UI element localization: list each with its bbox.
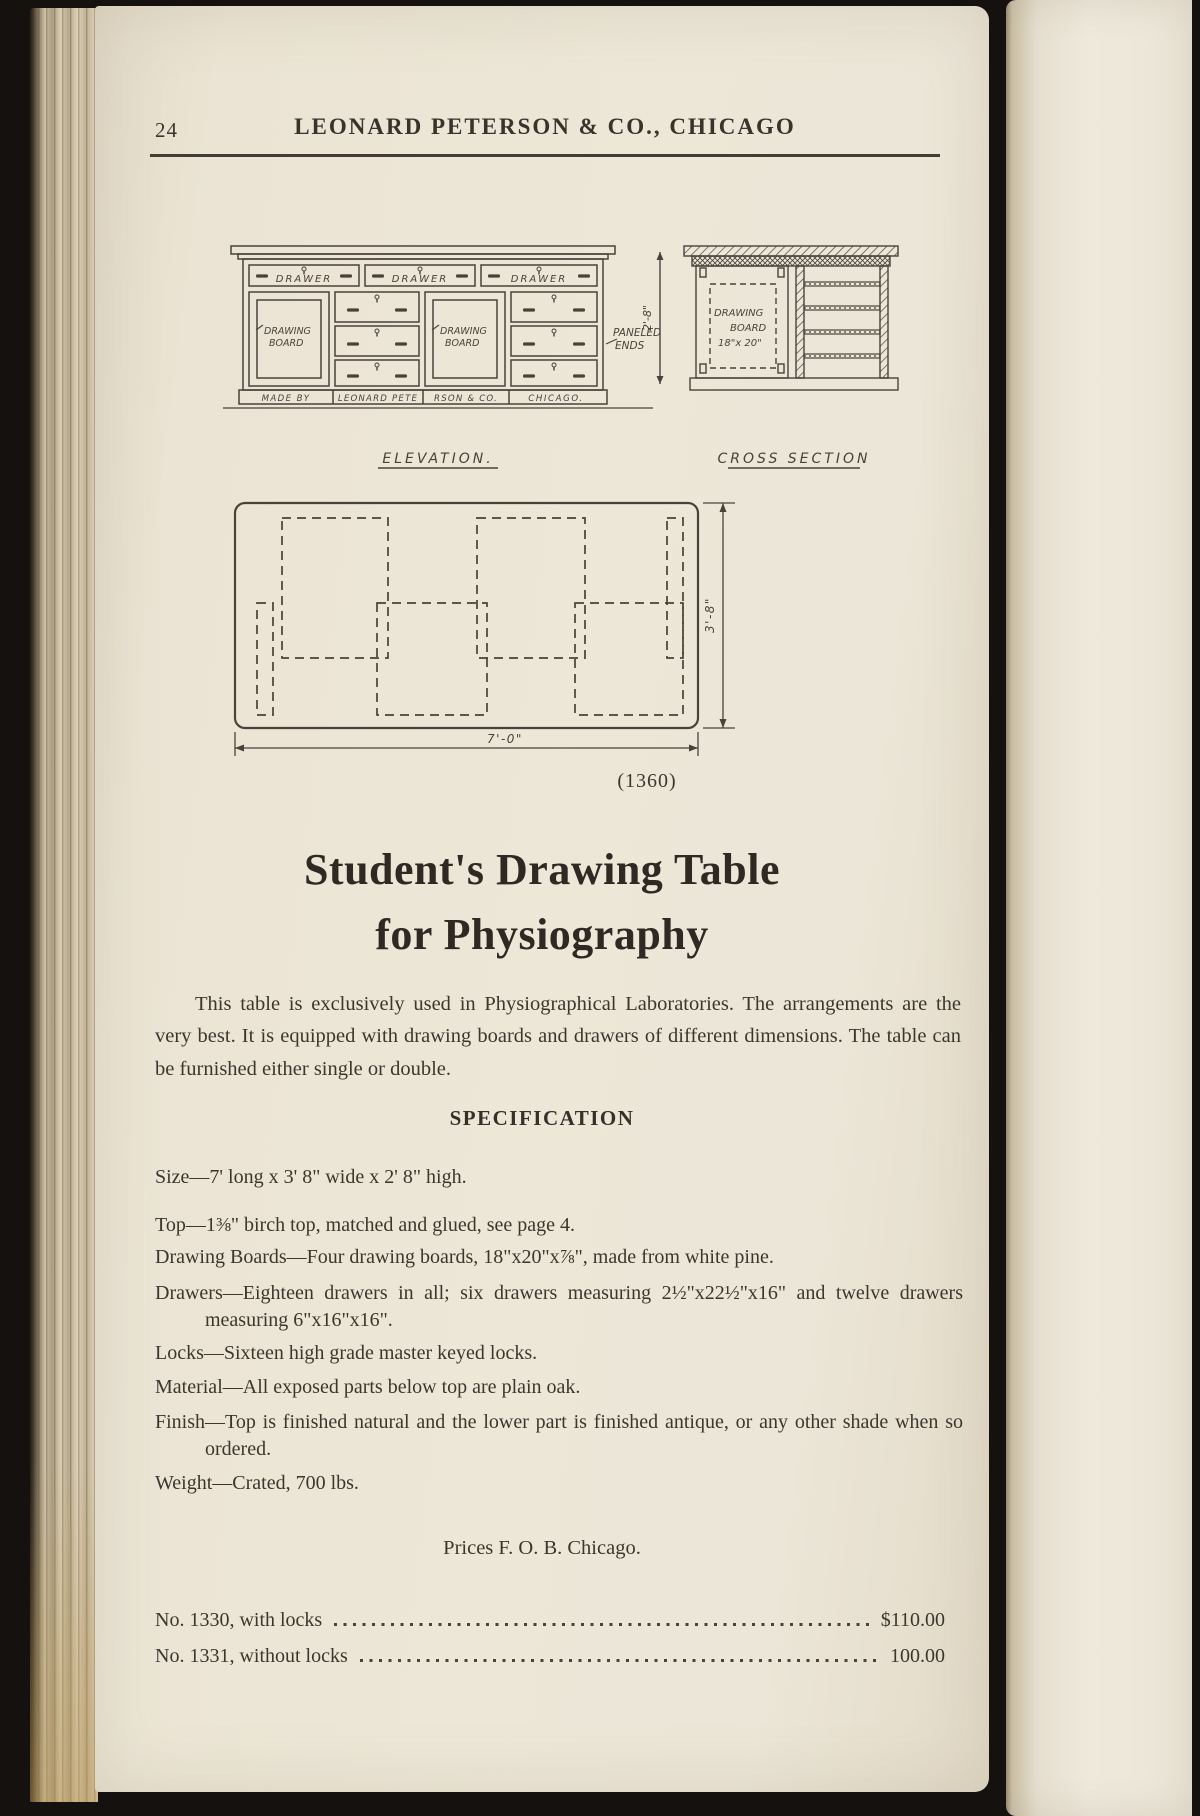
maker-made-by: MADE BY bbox=[261, 394, 311, 404]
intro-paragraph: This table is exclusively used in Physiographical Laboratories. The arrangements are the very best. It is equipped with drawing boards and drawers of different dimensions. The table can be furnished either single or double. bbox=[155, 993, 961, 1080]
maker-chicago: CHICAGO. bbox=[528, 394, 584, 404]
elevation-board-label-2b: BOARD bbox=[445, 338, 480, 349]
plan-dashed-layout bbox=[257, 518, 683, 715]
specification-list bbox=[155, 1164, 963, 1497]
plan-length-dim: 7'-0" bbox=[487, 732, 523, 746]
header-rule bbox=[150, 154, 940, 157]
price-row-1331 bbox=[155, 1640, 945, 1668]
elevation-drawer-label-1: DRAWER bbox=[275, 274, 333, 285]
spec-item-drawing-boards: Drawing Boards—Four drawing boards, 18"x20"x⅞", made from white pine. bbox=[155, 1246, 774, 1268]
paneled-ends-label-1: PANELED bbox=[613, 327, 662, 339]
page-number: 24 bbox=[155, 118, 178, 142]
book-page-edges-left bbox=[30, 8, 98, 1802]
plan-drawing bbox=[215, 484, 755, 784]
cross-section-drawing bbox=[640, 238, 910, 478]
product-title-line2: for Physiography bbox=[375, 909, 709, 959]
dot-leader bbox=[334, 1623, 871, 1626]
specification-heading: SPECIFICATION bbox=[449, 1106, 635, 1130]
maker-leonard-pete: LEONARD PETE bbox=[337, 394, 419, 404]
prices-heading: Prices F. O. B. Chicago. bbox=[443, 1537, 641, 1559]
spec-item-material: Material—All exposed parts below top are plain oak. bbox=[155, 1376, 581, 1398]
spec-item-weight: Weight—Crated, 700 lbs. bbox=[155, 1472, 359, 1494]
paneled-ends-label-2: ENDS bbox=[615, 340, 645, 352]
dot-leader bbox=[360, 1659, 880, 1662]
elevation-board-label-2a: DRAWING bbox=[440, 326, 487, 337]
price-item-label: No. 1331, without locks bbox=[155, 1645, 348, 1667]
elevation-board-label-1a: DRAWING bbox=[264, 326, 311, 337]
cross-board-label-1: DRAWING bbox=[714, 308, 764, 319]
spec-item-finish: Finish—Top is finished natural and the lower part is finished antique, or any other shade when so ordered. bbox=[155, 1411, 963, 1460]
spec-item-drawers: Drawers—Eighteen drawers in all; six drawers measuring 2½"x22½"x16" and twelve drawers measuring 6"x16"x16". bbox=[155, 1282, 963, 1331]
elevation-board-label-1b: BOARD bbox=[269, 338, 304, 349]
cross-section-structure bbox=[657, 246, 899, 390]
next-page-edge bbox=[1006, 0, 1192, 1816]
price-value: $110.00 bbox=[880, 1609, 945, 1631]
catalog-page bbox=[95, 6, 989, 1792]
cross-board-label-2: BOARD bbox=[730, 323, 767, 334]
cross-section-height-dim: 2'-8" bbox=[641, 304, 654, 332]
elevation-drawer-label-2: DRAWER bbox=[391, 274, 449, 285]
elevation-drawing bbox=[223, 238, 663, 478]
spec-item-size: Size—7' long x 3' 8" wide x 2' 8" high. bbox=[155, 1166, 467, 1188]
cross-board-label-3: 18"x 20" bbox=[718, 338, 762, 349]
price-table bbox=[155, 1604, 945, 1668]
price-value: 100.00 bbox=[890, 1645, 945, 1667]
product-title-line1: Student's Drawing Table bbox=[303, 845, 781, 894]
spec-item-locks: Locks—Sixteen high grade master keyed locks. bbox=[155, 1342, 538, 1364]
plan-width-dim: 3'-8" bbox=[703, 597, 717, 633]
spec-item-top: Top—1⅜" birch top, matched and glued, see page 4. bbox=[155, 1214, 575, 1236]
figure-number: (1360) bbox=[617, 770, 677, 792]
price-row-1330 bbox=[155, 1604, 945, 1632]
cross-section-caption: CROSS SECTION bbox=[717, 451, 871, 467]
maker-rson-co: RSON & CO. bbox=[434, 394, 498, 404]
page-header-company: LEONARD PETERSON & CO., CHICAGO bbox=[294, 114, 796, 139]
elevation-caption: ELEVATION. bbox=[382, 451, 494, 467]
elevation-drawer-label-3: DRAWER bbox=[510, 274, 568, 285]
price-item-label: No. 1330, with locks bbox=[155, 1609, 323, 1631]
product-title bbox=[95, 838, 989, 967]
